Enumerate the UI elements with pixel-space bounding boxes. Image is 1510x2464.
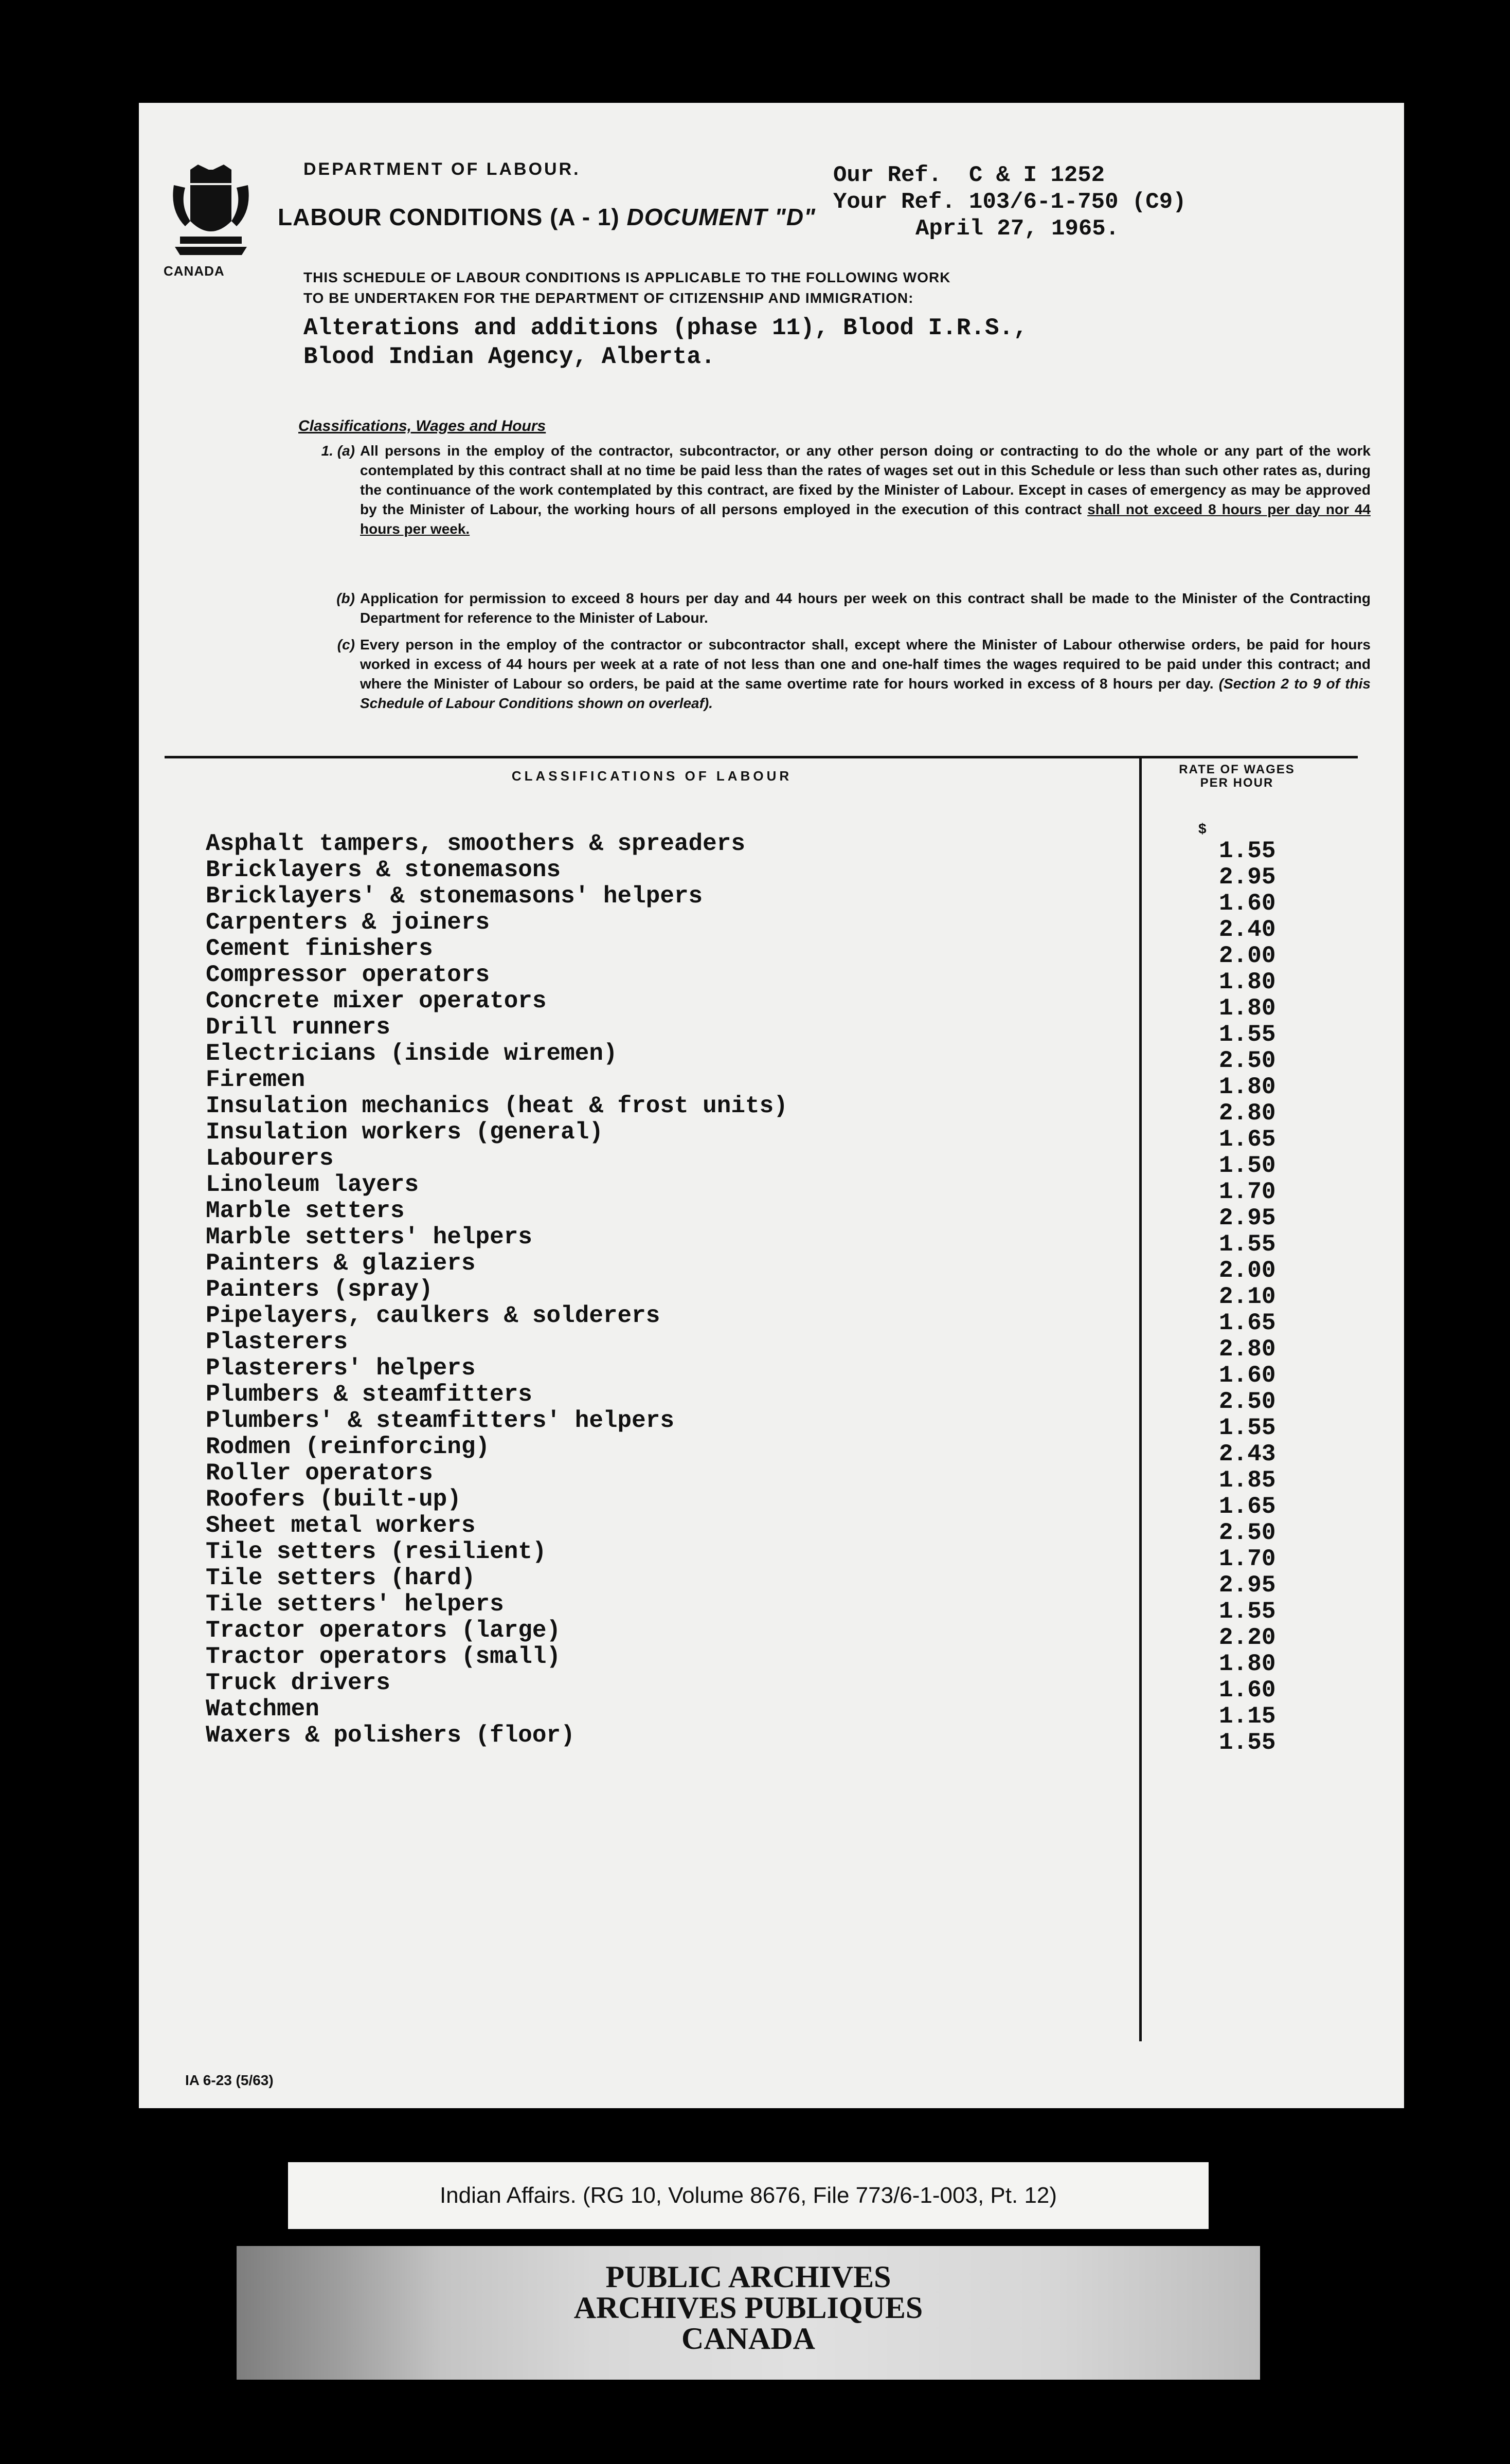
rate-value: 1.80 [1219,1651,1276,1677]
paragraph-a-limit: shall not exceed 8 hours per day nor 44 hours per week. [360,501,1371,537]
trade-row: Plumbers' & steamfitters' helpers [206,1407,674,1434]
rate-value: 1.55 [1219,1729,1276,1756]
trade-row: Roller operators [206,1460,433,1487]
trade-row: Tractor operators (large) [206,1617,561,1644]
trade-row: Bricklayers & stonemasons [206,857,561,883]
trade-row: Painters & glaziers [206,1250,476,1277]
rate-value: 1.15 [1219,1703,1276,1730]
trade-row: Plumbers & steamfitters [206,1381,532,1408]
stamp-line2: ARCHIVES PUBLIQUES [573,2291,923,2325]
trade-row: Labourers [206,1145,334,1172]
rate-value: 1.55 [1219,838,1276,864]
trade-row: Firemen [206,1066,305,1093]
rate-value: 1.60 [1219,1677,1276,1704]
rate-value: 1.85 [1219,1467,1276,1494]
archive-reference-label: Indian Affairs. (RG 10, Volume 8676, File 773/6-1-003, Pt. 12) [288,2162,1209,2229]
form-number: IA 6-23 (5/63) [185,2072,274,2088]
paragraph-c [337,635,1371,713]
department-heading: DEPARTMENT OF LABOUR. [303,159,581,179]
trade-row: Linoleum layers [206,1171,419,1198]
trade-row: Cement finishers [206,935,433,962]
rate-value: 2.95 [1219,864,1276,891]
rate-value: 1.65 [1219,1310,1276,1336]
rate-value: 2.43 [1219,1441,1276,1467]
trade-row: Bricklayers' & stonemasons' helpers [206,883,703,910]
trade-row: Roofers (built-up) [206,1486,461,1513]
paragraph-b-label: (b) [336,590,355,606]
rate-value: 1.80 [1219,1074,1276,1100]
trade-row: Marble setters [206,1198,405,1224]
schedule-intro [303,267,1281,309]
rate-value: 1.55 [1219,1415,1276,1441]
trade-row: Sheet metal workers [206,1512,476,1539]
paragraph-c-label: (c) [337,637,355,653]
rate-header-line1: RATE OF WAGES [1179,763,1295,776]
trade-row: Plasterers' helpers [206,1355,476,1382]
paragraph-b [336,589,1371,628]
project-line2: Blood Indian Agency, Alberta. [303,343,715,370]
rate-value: 1.55 [1219,1598,1276,1625]
paragraph-c-note: (Section 2 to 9 of this Schedule of Labour Conditions shown on overleaf). [360,676,1371,711]
rate-value: 1.60 [1219,1362,1276,1389]
rate-value: 1.55 [1219,1231,1276,1258]
rate-header-line2: PER HOUR [1200,776,1274,790]
rate-value: 1.55 [1219,1021,1276,1048]
document-title-doc: DOCUMENT "D" [626,204,816,230]
trade-row: Tractor operators (small) [206,1643,561,1670]
stamp-line3: CANADA [681,2322,815,2356]
paragraph-a-label: 1. (a) [321,443,355,459]
rate-value: 2.50 [1219,1047,1276,1074]
schedule-intro-line2: TO BE UNDERTAKEN FOR THE DEPARTMENT OF CITIZENSHIP AND IMMIGRATION: [303,290,914,306]
trade-row: Watchmen [206,1696,319,1723]
project-description [303,314,1028,371]
trade-row: Drill runners [206,1014,390,1041]
document-title [278,203,816,231]
trade-row: Pipelayers, caulkers & solderers [206,1302,660,1329]
coat-of-arms-icon [170,165,252,257]
document-title-prefix: LABOUR CONDITIONS (A - 1) [278,204,620,230]
trade-row: Rodmen (reinforcing) [206,1434,490,1460]
paragraph-b-text: Application for permission to exceed 8 hours per day and 44 hours per week on this contract shall be made to the Minister of the Contracting Department for reference to the Minister of Labour. [360,590,1371,626]
trade-row: Carpenters & joiners [206,909,490,936]
document-date: April 27, 1965. [915,216,1120,242]
trade-row: Electricians (inside wiremen) [206,1040,618,1067]
paragraph-c-body: Every person in the employ of the contractor or subcontractor shall, except where the Minister of Labour otherwise orders, be paid for hours worked in excess of 44 hours per week at a rate of not less than one and one-half times the wages required to be paid under this contract; and where the Minister of Labour so orders, be paid at the same overtime rate for hours worked in excess of 8 hours per day. [360,637,1371,692]
paragraph-c-text [360,635,1371,713]
paragraph-a-text [360,441,1371,539]
rate-value: 1.65 [1219,1493,1276,1520]
rate-value: 1.70 [1219,1546,1276,1572]
your-reference: Your Ref. 103/6-1-750 (C9) [833,189,1187,215]
trade-row: Tile setters (resilient) [206,1538,547,1565]
table-top-rule [165,756,1358,758]
rate-column-header [1144,763,1329,790]
trade-row: Insulation workers (general) [206,1119,603,1146]
paragraph-a [321,441,1371,539]
rate-value: 2.80 [1219,1100,1276,1127]
schedule-intro-line1: THIS SCHEDULE OF LABOUR CONDITIONS IS APPLICABLE TO THE FOLLOWING WORK [303,269,951,285]
our-reference: Our Ref. C & I 1252 [833,162,1105,188]
stamp-line1: PUBLIC ARCHIVES [605,2260,891,2294]
archives-stamp-text [237,2261,1260,2354]
rate-value: 2.00 [1219,943,1276,969]
rate-value: 2.10 [1219,1283,1276,1310]
trade-row: Plasterers [206,1329,348,1355]
rate-value: 2.50 [1219,1519,1276,1546]
project-line1: Alterations and additions (phase 11), Blood I.R.S., [303,315,1028,341]
rate-value: 2.40 [1219,916,1276,943]
rate-value: 1.80 [1219,995,1276,1022]
trade-row: Painters (spray) [206,1276,433,1303]
paragraph-a-body: All persons in the employ of the contractor, subcontractor, or any other person doing or contracting to do the whole or any part of the work contemplated by this contract shall at no time be paid less than the rates of wages set out in this Schedule or less than such other rates as, during the continuance of the work contemplated by this contract, are fixed by the Minister of Labour. Except in cases of emergency as may be approved by the Minister of Labour, the working hours of all persons employed in the execution of this contract [360,443,1371,517]
currency-symbol: $ [1198,821,1207,837]
rate-value: 1.50 [1219,1152,1276,1179]
trade-row: Asphalt tampers, smoothers & spreaders [206,830,745,857]
rate-value: 1.65 [1219,1126,1276,1153]
trade-row: Concrete mixer operators [206,988,547,1014]
rate-value: 1.80 [1219,969,1276,995]
rate-value: 2.80 [1219,1336,1276,1363]
rate-value: 2.95 [1219,1205,1276,1231]
rate-list [1219,838,1275,1756]
table-column-divider [1139,756,1142,2041]
rate-value: 2.95 [1219,1572,1276,1599]
rate-value: 2.50 [1219,1388,1276,1415]
document-page [139,103,1404,2108]
trade-row: Tile setters' helpers [206,1591,504,1618]
trade-row: Marble setters' helpers [206,1224,532,1251]
archives-stamp [237,2246,1260,2380]
rate-value: 2.00 [1219,1257,1276,1284]
country-label: CANADA [164,263,225,279]
classifications-column-header: CLASSIFICATIONS OF LABOUR [511,768,793,784]
trade-row: Compressor operators [206,962,490,988]
rate-value: 1.60 [1219,890,1276,917]
rate-value: 2.20 [1219,1624,1276,1651]
rate-value: 1.70 [1219,1179,1276,1205]
trade-row: Waxers & polishers (floor) [206,1722,575,1749]
reference-block [833,162,1187,242]
trade-row: Tile setters (hard) [206,1565,476,1591]
section-heading: Classifications, Wages and Hours [298,418,546,434]
wage-table [165,756,1389,2041]
trade-list [206,831,788,1749]
trade-row: Truck drivers [206,1670,390,1696]
trade-row: Insulation mechanics (heat & frost units) [206,1093,788,1119]
